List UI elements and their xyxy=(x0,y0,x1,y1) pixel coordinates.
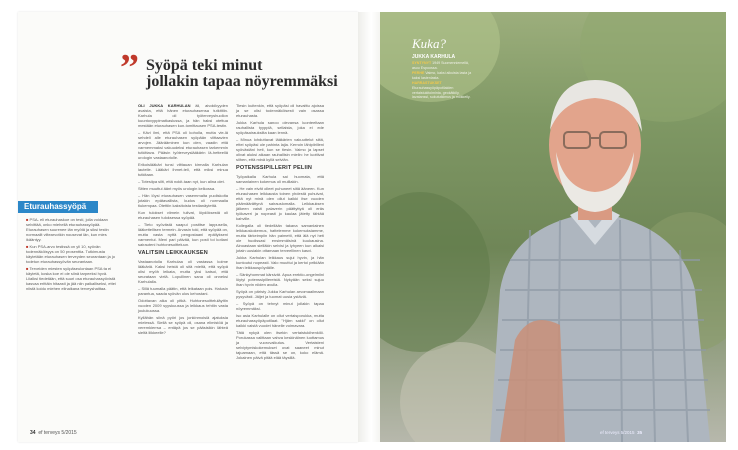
paragraph: – Kävi ilmi, että PSA oli koholla, mutta vie-lä sehdeli alle eturauhasen syöpään viittaavien arvojen. Jäärääminen kun olen, vaadin että varmemmaksi vakuudeksi eturauhasen tarkemmin tutkittava. Pääsin työterveyslääkärin lä-hetteellä urologin vastaanotolle. xyxy=(138,130,228,160)
paragraph: – He vain eivät olleet puhuneet siitä ääneen. Kun eturauhasen leikkausta toinen yhdestä puhuivat, että nyt minä olen ollut kaikki itse vuoden päämäärättynä sairauslomalla. Leikkauksen jälkeen vaisti palaverin päättyttyä oli eräs työkaveri ja nopeasti jo kaulaa jätetty tähtää kahville. xyxy=(236,186,324,221)
sidebar-item-text: Terveiden miesten syöpäseulontaan PSA:ta ei käytetä, koska koe ei ole siinä tarpeeksi hyvä. Liialksi tiedetään, että suuri osa eturauhassyövistä kasvaa erittäin hitaasti ja jää niin paikalliseksi, ettei niistä koidu miehen elinaikana terveyshaittaa. xyxy=(26,266,116,291)
subheading: VALITSIN LEIKKAUKSEN xyxy=(138,250,208,256)
paragraph: Kun tulokset viimein tulivat, löydöksestä oli eturauhasen tuloksessa syöpää. xyxy=(138,210,228,220)
paragraph: Kyllähän siinä pyöri jos jonkinmoisiä ajatuksia mielessä. Siellä se syöpä oli, osana elimistöä ja veremkierrsa – entäpä jos se pääsisikin lähteä sieltä liikkeelle? xyxy=(138,315,228,335)
paragraph: Vastaanotolla Karhulaa oli vastassa kolme lääkäriä. Kaksi heistä oli sitä mieltä, että syöpä olisi myöh leikata, mutta yksi katsoi, että seurataan vielä. Lopullinen sana oli onneksi Karhulalla. xyxy=(138,259,228,284)
sidebar-item-text: PSA- eli eturauhaskoe on testi, jolla voidaan selvittää, onko miehellä eturauhassyöpää. Eturauhasen suurenee iän myötä ja siksi testin normaalit viitearvotkin nousevat iän, kun mies ikääntyy. xyxy=(26,217,109,242)
quote-mark: ” xyxy=(120,47,139,89)
paragraph: – Totesiipa silti, että nokit-taan nyt, kun alina olet. xyxy=(138,179,225,184)
paragraph: Kollegalla oli tiedellään takana samanlainen leikkauskokemus, hattelemme kokemuksiamme, mutta tärkeimpiin hän paimetti, että älä nyt heti ole huolissasi ensimmäisinä kuukausina. Ainoastaan sielläkin selvisi ja lyhyeen kun alkaisi jotain uusiakin ottamaan terveellinen kasvi. xyxy=(236,223,324,253)
sidebar-title: Eturauhassyöpä xyxy=(18,201,98,213)
profile-row xyxy=(412,81,476,99)
paragraph: Työpaikalla Karhula sai huomata, että samanlainen kokemus oli muillakin. xyxy=(236,174,324,184)
bullet-icon: ■ xyxy=(26,244,30,249)
paragraph: – Syöpä on tehnyt minut jollakin tapaa nöyremmäksi. xyxy=(236,301,324,311)
paragraph-text: äli, aivokikyyden avaista, että hänen eturauhasensa tutkittiin. Karhula oli työterveyshuollon kuuntovyppimatkaslussa, ja hän haksi otettua mestään eturauhasen kun-tomittausen PSA-testin. xyxy=(138,103,228,128)
paragraph: – Sänkyhommat kärsivät. Apua erektio-ongelmiini löytyi potenssipillereistä. Nykyään seksi sujuu ihan hyvin niiden avulla. xyxy=(236,272,324,287)
profile-row xyxy=(412,61,476,70)
article-headline xyxy=(146,58,346,90)
headline-line-2: jollakin tapaa nöyremmäksi xyxy=(146,73,338,90)
magazine-name: ef terveys xyxy=(600,430,620,435)
paragraph: – Hän löysi eturauhasen vasemmalta puoliskolta jotakin epätavallista, kudos oli normaalia tiukempaa. Otettiin kaksitoista testianäytettä. xyxy=(138,193,228,208)
magazine-name: ef terveys xyxy=(38,430,61,436)
sidebar-item-text: Kun PSA-arvo testissä on yli 10, syövän todennäköisyys on 50 prosenttia. Tutkimusta käytetään eturauhasen terveyden seurantaan ja jo todetun eturauhassyövän seurantaan. xyxy=(26,244,115,264)
issue-number: 5/2015 xyxy=(620,430,635,435)
headline-line-1: Syöpä teki minut xyxy=(146,57,263,74)
profile-box xyxy=(412,36,476,101)
subheading: POTENSSIPILLERIT PELIIN xyxy=(236,165,313,171)
profile-value: Vaimo, kaksi aikuista lasta ja kaksi lastenlasta. xyxy=(412,71,472,80)
bullet-icon: ■ xyxy=(26,217,30,222)
paragraph: Sitten muuttui äänt myös urologin kelkossa. xyxy=(138,186,216,191)
issue-number: 5/2015 xyxy=(61,430,77,436)
profile-value: Eturauhassyöpäpotilaiden vertaistukitoiminta, geokätkily, lavatanssi, sukututkimus ja mökkeily. xyxy=(412,85,471,100)
sidebar-item xyxy=(26,244,118,264)
paragraph: Jukka Karhula sanoo olevansa luonteeltaan rauhallista tyyppiä, sellaista, joka ei ede syöpäsairauksilta kaan lennä. xyxy=(236,120,324,135)
portrait-photo xyxy=(470,40,720,442)
profile-key: SYNTYNYT xyxy=(412,61,432,65)
paragraph: – Tieto syövästä saapui postitse lappusella, lääkettellisen termein. Arvasin toki, että syöpää on, mutta vasta nyttä pengostaani epäilykseni varmentui. Meni pari päivää, kun posti toi kotiani sairauteni huhtonesoitteluun. xyxy=(138,222,228,247)
paragraph: – Sillä tuumalla päätin, että leikataan pois. Halusin parantua, saada syövän ulos kehostani. xyxy=(138,286,228,296)
page-number: 34 xyxy=(30,430,36,436)
paragraph: Syöpä on päristy Jukka Karhulan arvomaailmaan pysyvästi. Jäljet ja tuomat uusia ystäviä. xyxy=(236,289,324,299)
page-gutter xyxy=(358,12,380,442)
article-column-2 xyxy=(236,103,324,362)
profile-row xyxy=(412,71,476,80)
profile-key: PERHE xyxy=(412,71,425,76)
paragraph: Iso asia Karhulalle on ollut vertaisporukka, mutta eturauhassyöpäpotilaat. "Hjärn sakki" on ollut kaikki vaistä vuodet hänelle voimavara. xyxy=(236,313,324,328)
sidebar-item xyxy=(26,217,118,242)
profile-key: HARRASTUKSET xyxy=(412,81,442,86)
paragraph: – Minua lohduttavat lääkärien vakuuttelut siitä, ettei syöpäsi ole pahinta lajia. Kerroin lähipiirilleni syövästäni heti, kun se tiesin. Vaimo ja lapset olivat aluksi aikaan rauhallisin mielin: he luottivat siihen, että minä kyllä selviän. xyxy=(236,137,324,162)
profile-name: JUKKA KARHULA xyxy=(412,54,456,60)
paragraph: Odottavan aika oli pitkä. Huhtonesoitteluläyttin vuoden 2009 syyskuussa ja leikkaus tehtiin vasta joulukuussa. xyxy=(138,298,228,313)
footer-left xyxy=(30,430,77,436)
lead-in: OLI JUKKA KARHULAN xyxy=(138,103,191,108)
footer-right xyxy=(600,430,642,435)
paragraph: Tiesin kuitenkin, että syöpäsi oli havaittu ajoissa ja se olisi todennäköisesti vain osassa eturauhasta. xyxy=(236,103,324,118)
fact-sidebar xyxy=(18,201,118,293)
paragraph xyxy=(138,103,228,128)
sidebar-item xyxy=(26,266,118,291)
paragraph: Erikoislääkäri tunsi viittauan kirmalla Karhulan lautelle. Lääkäri ihmet-teli, että miksi minua tutkitaan. xyxy=(138,162,228,177)
paragraph: Jukka Karhulan leikkaus sujui hyvin, ja hän kuntoutui nopeasti. Valo muuttui ja kertoi pelkiään ihan leikkauspöydälle. xyxy=(236,255,324,270)
sidebar-body xyxy=(18,217,118,291)
article-column-1 xyxy=(138,103,228,337)
page-number: 35 xyxy=(637,430,643,435)
profile-value: 1949 Suomenniemellä, asuu Espoossa. xyxy=(412,61,469,70)
paragraph: Tätä nykyä olen itsekin vertaistukihenkilö. Porukassa valittaan vahva keskinäinen luottamus ja vuorovaikutus. Vertaisteni selviytymiskokemukset ovat saaneet minut tajuamaan, että tässä se on, koko elämä. Jokainen päivä pitää elää täysillä. xyxy=(236,330,324,360)
bullet-icon: ■ xyxy=(26,266,30,271)
profile-title: Kuka? xyxy=(412,36,446,51)
